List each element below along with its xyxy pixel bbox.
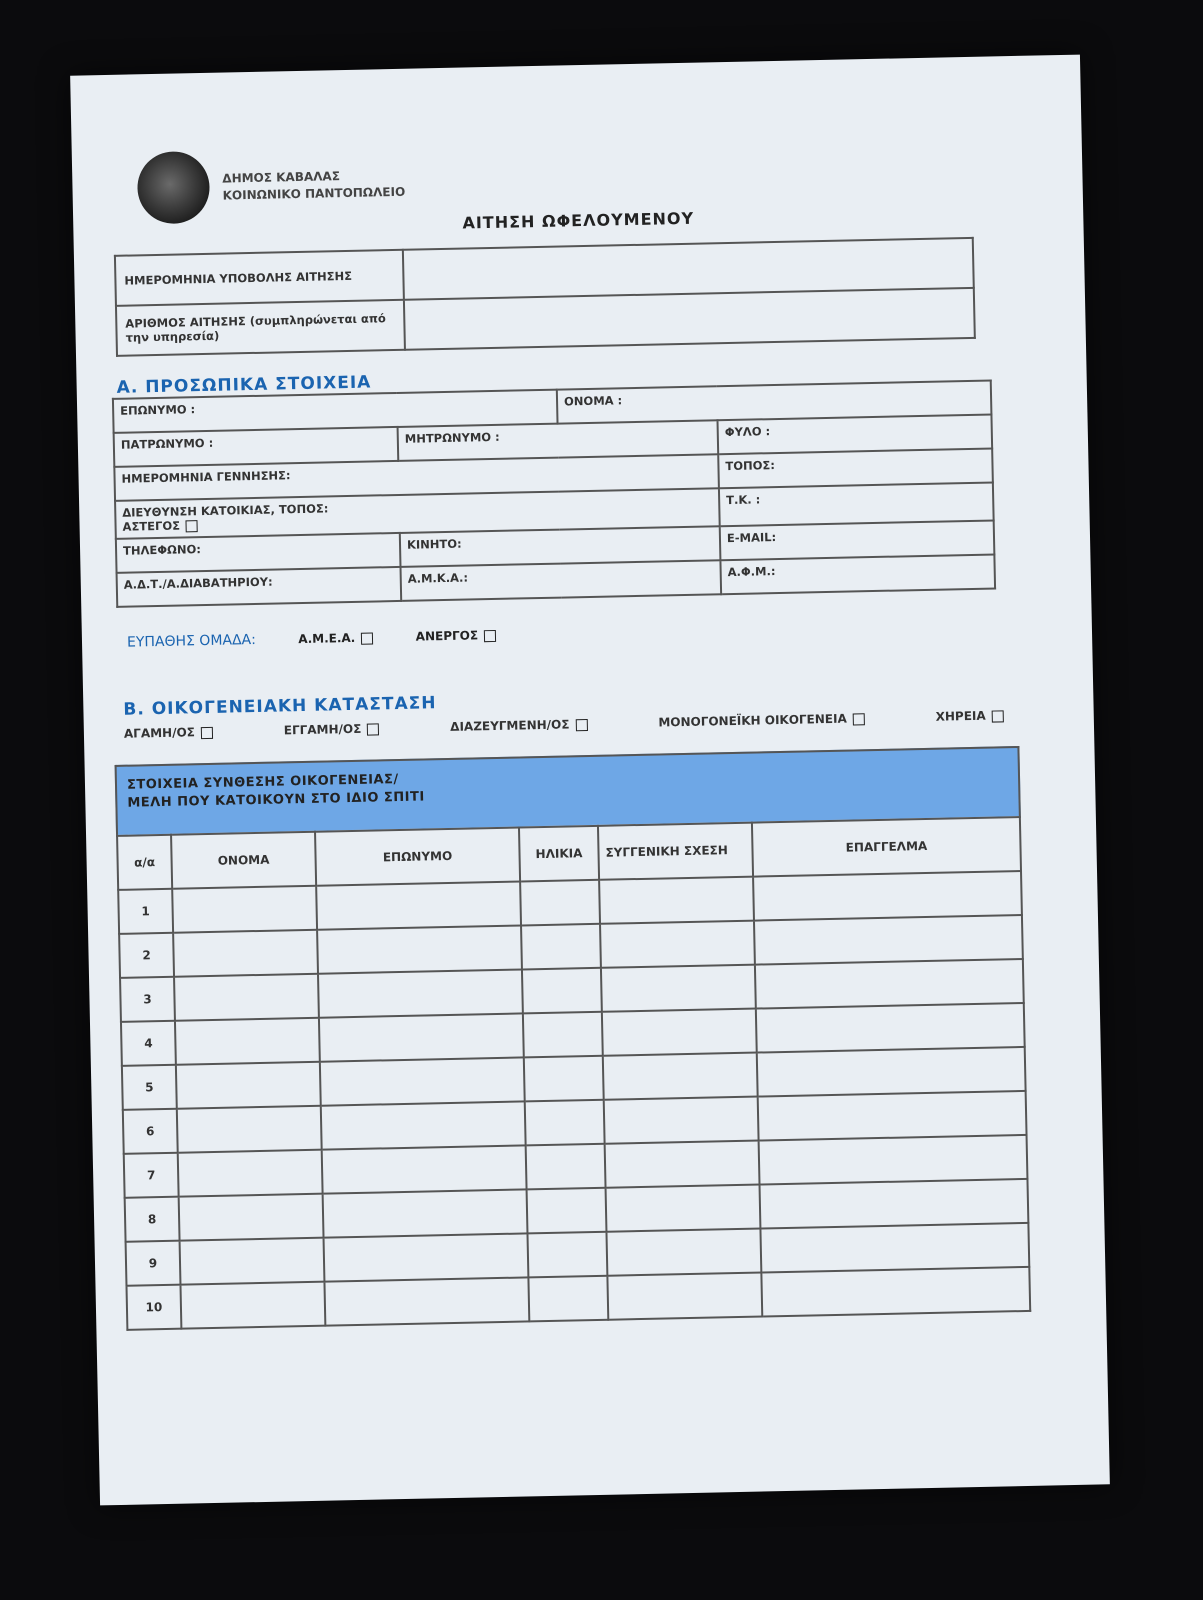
application-number-field[interactable] [404, 288, 975, 350]
family-header-line2: ΜΕΛΗ ΠΟΥ ΚΑΤΟΙΚΟΥΝ ΣΤΟ ΙΔΙΟ ΣΠΙΤΙ [127, 789, 425, 811]
row-index: 8 [125, 1197, 180, 1242]
family-cell[interactable] [526, 1144, 606, 1190]
family-cell[interactable] [316, 881, 521, 929]
application-info-table [114, 237, 976, 357]
vulnerable-group-label: ΕΥΠΑΘΗΣ ΟΜΑΔΑ: [126, 631, 257, 651]
single-checkbox[interactable] [201, 726, 213, 738]
divorced-checkbox[interactable] [575, 719, 587, 731]
disabled-checkbox[interactable] [361, 632, 373, 644]
column-header-name: ΟΝΟΜΑ [171, 832, 316, 889]
family-cell[interactable] [759, 1135, 1028, 1185]
row-index: 10 [126, 1285, 181, 1330]
vulnerable-group-row [127, 627, 496, 651]
family-cell[interactable] [174, 974, 319, 1021]
row-index: 6 [123, 1109, 178, 1154]
family-cell[interactable] [601, 965, 756, 1012]
name-field[interactable]: ΟΝΟΜΑ : [557, 381, 992, 424]
family-cell[interactable] [524, 1056, 604, 1102]
row-index: 1 [118, 889, 173, 934]
column-header-relation: ΣΥΓΓΕΝΙΚΗ ΣΧΕΣΗ [598, 823, 753, 880]
family-cell[interactable] [528, 1276, 608, 1322]
homeless-label: ΑΣΤΕΓΟΣ [122, 518, 181, 534]
marital-option-single-parent [658, 711, 865, 729]
marital-option-divorced [450, 717, 588, 734]
marital-option-label: ΔΙΑΖΕΥΓΜΕΝΗ/ΟΣ [450, 717, 570, 734]
section-a-title: Α. ΠΡΟΣΩΠΙΚΑ ΣΤΟΙΧΕΙΑ [116, 372, 372, 398]
family-cell[interactable] [600, 921, 755, 968]
family-cell[interactable] [317, 925, 522, 973]
family-cell[interactable] [758, 1091, 1027, 1141]
application-form-sheet [70, 55, 1110, 1506]
unemployed-option [416, 628, 497, 644]
mother-name-field[interactable]: ΜΗΤΡΩΝΥΜΟ : [398, 420, 719, 461]
marital-option-single [124, 725, 213, 741]
family-cell[interactable] [607, 1273, 762, 1320]
family-cell[interactable] [527, 1232, 607, 1278]
service-name: ΚΟΙΝΩΝΙΚΟ ΠΑΝΤΟΠΩΛΕΙΟ [222, 184, 406, 203]
birth-date-field[interactable]: ΗΜΕΡΟΜΗΝΙΑ ΓΕΝΝΗΣΗΣ: [114, 454, 719, 501]
birth-place-field[interactable]: ΤΟΠΟΣ: [718, 449, 993, 489]
family-cell[interactable] [761, 1267, 1030, 1317]
family-cell[interactable] [760, 1223, 1029, 1273]
disabled-option-label: Α.Μ.Ε.Α. [298, 630, 356, 647]
column-header-index: α/α [117, 835, 172, 890]
family-cell[interactable] [606, 1185, 761, 1232]
family-cell[interactable] [605, 1141, 760, 1188]
family-cell[interactable] [180, 1238, 325, 1285]
marital-option-married [284, 721, 380, 737]
single-parent-checkbox[interactable] [853, 713, 865, 725]
column-header-profession: ΕΠΑΓΓΕΛΜΑ [752, 817, 1021, 877]
family-cell[interactable] [525, 1100, 605, 1146]
marital-option-label: ΧΗΡΕΙΑ [935, 708, 986, 724]
family-cell[interactable] [324, 1277, 529, 1325]
postal-code-field[interactable]: Τ.Κ. : [719, 482, 994, 526]
family-members-section [115, 746, 1032, 1331]
personal-details-table [112, 379, 996, 607]
family-cell[interactable] [173, 930, 318, 977]
unemployed-checkbox[interactable] [484, 629, 496, 641]
marital-option-widowed [936, 708, 1004, 723]
family-cell[interactable] [521, 924, 601, 970]
family-cell[interactable] [523, 1012, 603, 1058]
row-index: 5 [122, 1065, 177, 1110]
family-cell[interactable] [756, 1003, 1025, 1053]
mobile-field[interactable]: ΚΙΝΗΤΟ: [400, 526, 721, 567]
row-index: 9 [126, 1241, 181, 1286]
header-organization [222, 167, 405, 205]
family-cell[interactable] [602, 1009, 757, 1056]
father-name-field[interactable]: ΠΑΤΡΩΝΥΜΟ : [114, 427, 399, 467]
family-cell[interactable] [178, 1150, 323, 1197]
family-cell[interactable] [760, 1179, 1029, 1229]
disabled-option [298, 631, 373, 647]
family-cell[interactable] [320, 1057, 525, 1105]
family-cell[interactable] [757, 1047, 1026, 1097]
family-members-table [116, 816, 1031, 1331]
column-header-surname: ΕΠΩΝΥΜΟ [315, 827, 520, 885]
row-index: 7 [124, 1153, 179, 1198]
marital-option-label: ΕΓΓΑΜΗ/ΟΣ [283, 721, 362, 738]
married-checkbox[interactable] [367, 723, 379, 735]
family-cell[interactable] [176, 1062, 321, 1109]
family-cell[interactable] [318, 969, 523, 1017]
amka-field[interactable]: Α.Μ.Κ.Α.: [400, 560, 721, 601]
family-cell[interactable] [322, 1145, 527, 1193]
family-cell[interactable] [175, 1018, 320, 1065]
family-cell[interactable] [179, 1194, 324, 1241]
widowed-checkbox[interactable] [992, 710, 1004, 722]
unemployed-option-label: ΑΝΕΡΓΟΣ [415, 628, 479, 644]
row-index: 4 [121, 1021, 176, 1066]
id-passport-field[interactable]: Α.Δ.Τ./Α.ΔΙΑΒΑΤΗΡΙΟΥ: [117, 567, 402, 607]
submission-date-label: ΗΜΕΡΟΜΗΝΙΑ ΥΠΟΒΟΛΗΣ ΑΙΤΗΣΗΣ [115, 250, 404, 306]
surname-field[interactable]: ΕΠΩΝΥΜΟ : [113, 390, 558, 433]
gender-field[interactable]: ΦΥΛΟ : [717, 415, 992, 455]
email-field[interactable]: E-MAIL: [720, 520, 995, 560]
municipality-name: ΔΗΜΟΣ ΚΑΒΑΛΑΣ [222, 169, 341, 186]
family-cell[interactable] [172, 886, 317, 933]
marital-option-label: ΑΓΑΜΗ/ΟΣ [123, 725, 196, 741]
family-cell[interactable] [321, 1101, 526, 1149]
family-cell[interactable] [604, 1097, 759, 1144]
homeless-checkbox[interactable] [186, 520, 198, 532]
family-cell[interactable] [520, 880, 600, 926]
family-cell[interactable] [606, 1229, 761, 1276]
column-header-age: ΗΛΙΚΙΑ [519, 826, 599, 882]
family-cell[interactable] [324, 1233, 529, 1281]
family-cell[interactable] [754, 915, 1023, 965]
family-cell[interactable] [319, 1013, 524, 1061]
marital-option-label: ΜΟΝΟΓΟΝΕΪΚΗ ΟΙΚΟΓΕΝΕΙΑ [658, 711, 847, 730]
row-index: 3 [120, 977, 175, 1022]
phone-field[interactable]: ΤΗΛΕΦΩΝΟ: [116, 533, 401, 573]
family-cell[interactable] [522, 968, 602, 1014]
family-header-line1: ΣΤΟΙΧΕΙΑ ΣΥΝΘΕΣΗΣ ΟΙΚΟΓΕΝΕΙΑΣ/ [126, 772, 399, 793]
form-title: ΑΙΤΗΣΗ ΩΦΕΛΟΥΜΕΝΟΥ [462, 208, 695, 233]
family-cell[interactable] [599, 877, 754, 924]
address-label: ΔΙΕΥΘΥΝΣΗ ΚΑΤΟΙΚΙΑΣ, ΤΟΠΟΣ: [122, 501, 329, 520]
family-cell[interactable] [603, 1053, 758, 1100]
section-b-title: Β. ΟΙΚΟΓΕΝΕΙΑΚΗ ΚΑΤΑΣΤΑΣΗ [123, 693, 437, 720]
family-cell[interactable] [323, 1189, 528, 1237]
family-cell[interactable] [755, 959, 1024, 1009]
family-cell[interactable] [180, 1282, 325, 1329]
family-cell[interactable] [753, 871, 1022, 921]
family-cell[interactable] [527, 1188, 607, 1234]
family-cell[interactable] [177, 1106, 322, 1153]
afm-field[interactable]: Α.Φ.Μ.: [720, 554, 995, 594]
row-index: 2 [119, 933, 174, 978]
municipal-seal-logo [137, 151, 210, 224]
application-number-label: ΑΡΙΘΜΟΣ ΑΙΤΗΣΗΣ (συμπληρώνεται από την υπηρεσία) [116, 300, 405, 356]
